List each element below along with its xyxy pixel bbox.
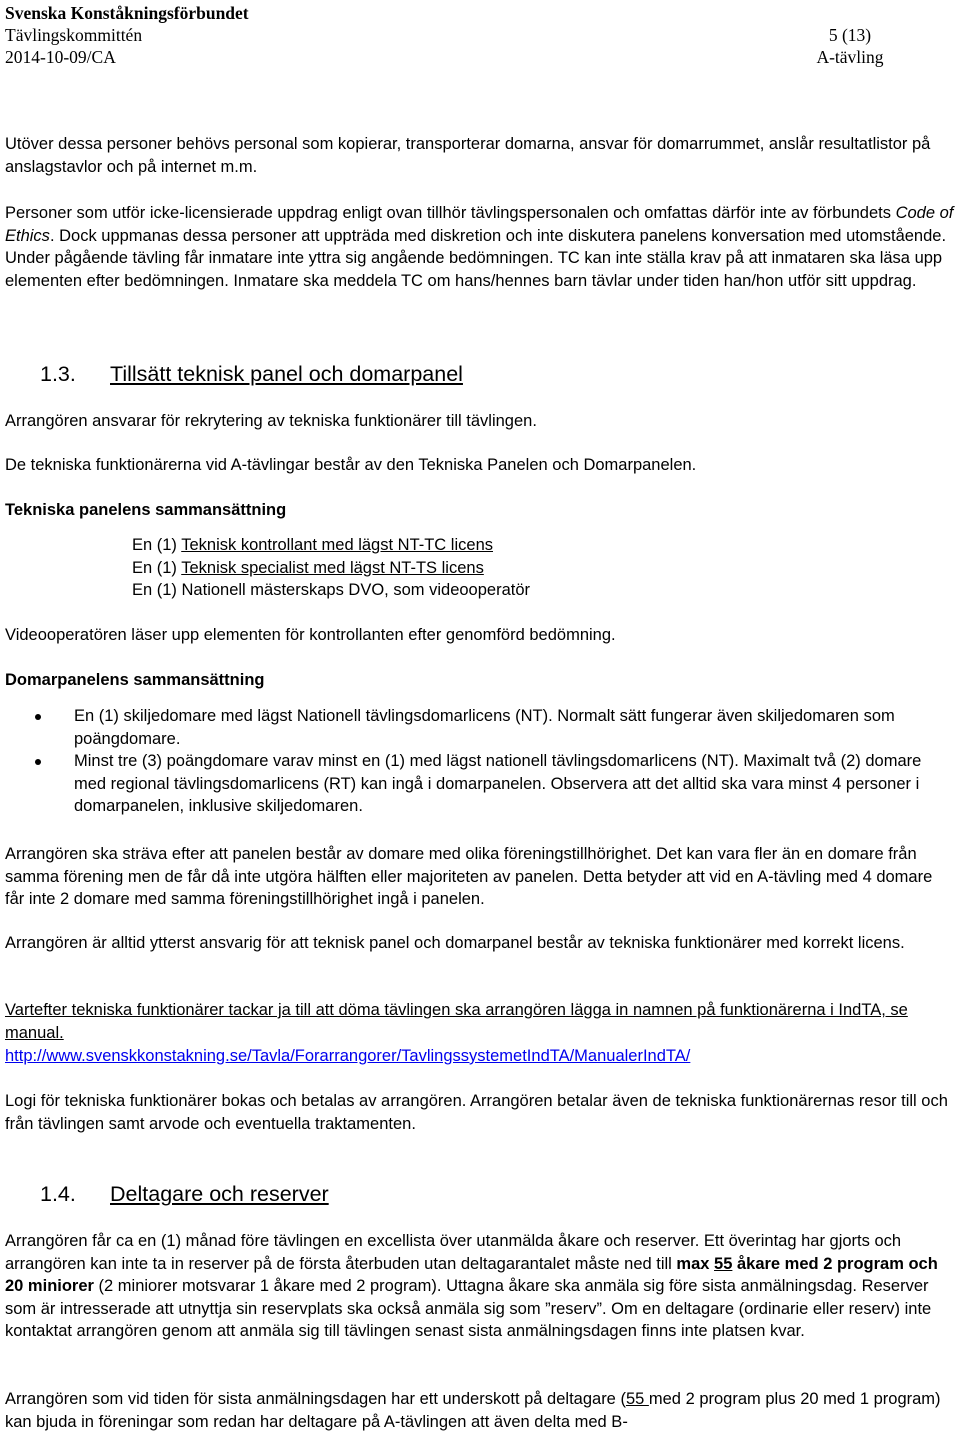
member-count: En (1): [132, 536, 182, 554]
manual-link-line: [5, 1045, 955, 1068]
paragraph-recruitment: Arrangören ansvarar för rekrytering av tekniska funktionärer till tävlingen.: [5, 412, 537, 430]
section-title: Tillsätt teknisk panel och domarpanel: [110, 362, 463, 386]
text-run: med 2 program plus 20 med 1 program) kan bjuda in föreningar som redan har deltagare på A-tävlingen att även delta med B-: [5, 1390, 941, 1431]
list-item: [5, 750, 955, 818]
bullet-icon: [35, 759, 41, 765]
paragraph-deficit: [5, 1388, 955, 1433]
list-item: [5, 705, 955, 750]
paragraph-code-of-ethics: [5, 202, 955, 292]
text-run: Arrangören som vid tiden för sista anmälningsdagen har ett underskott på deltagare (: [5, 1390, 626, 1408]
page-header: [5, 2, 895, 68]
document-type: A-tävling: [816, 47, 884, 67]
text-run: Personer som utför icke-licensierade uppdrag enligt ovan tillhör tävlingspersonalen och omfattas därför inte av förbundets: [5, 204, 896, 222]
page-number: 5 (13): [828, 25, 872, 45]
text-run: Arrangören får ca en (1) månad före tävlingen en excellista över utanmälda åkare och reserver. Ett överintag har gjorts och arrangören kan inte ta in reserver på de första återbuden utan deltagarantalet måste ned till: [5, 1232, 902, 1273]
bold-underlined-run: 55: [714, 1254, 733, 1273]
committee-name: Tävlingskommittén: [5, 25, 143, 45]
tech-panel-member: [132, 557, 530, 580]
member-role: Teknisk kontrollant med lägst NT-TC licens: [181, 536, 493, 554]
organization-name: Svenska Konståkningsförbundet: [5, 3, 249, 23]
bullet-icon: [35, 714, 41, 720]
member-role: Teknisk specialist med lägst NT-TS licens: [181, 558, 484, 577]
paragraph-responsibility: Arrangören är alltid ytterst ansvarig för att teknisk panel och domarpanel består av tekniska funktionärer med korrekt licens.: [5, 934, 905, 952]
section-heading-1-3: [40, 361, 463, 387]
code-of-ethics-term: Code of Ethics: [5, 204, 954, 245]
member-role: En (1) Nationell mästerskaps DVO, som videooperatör: [132, 581, 530, 599]
paragraph-panels: De tekniska funktionärerna vid A-tävlingar består av den Tekniska Panelen och Domarpanelen.: [5, 456, 697, 474]
paragraph-lodging: Logi för tekniska funktionärer bokas och betalas av arrangören. Arrangören betalar även de tekniska funktionärernas resor till och från tävlingen samt arvode och eventuella traktamenten.: [5, 1092, 948, 1133]
document-date: 2014-10-09/CA: [5, 47, 116, 67]
text-run: . Dock uppmanas dessa personer att uppträda med diskretion och inte diskutera panelens konversation med utomstående. Under pågående tävling får inmatare inte yttra sig angående bedömningen. TC kan inte ställa krav på att inmataren ska läsa upp elementen efter bedömningen. Inmatare ska meddela TC om hans/hennes barn tävlar under tiden han/hon utför sitt uppdrag.: [5, 226, 947, 290]
tech-panel-list: [132, 534, 530, 602]
list-item-text: Minst tre (3) poängdomare varav minst en (1) med lägst nationell tävlingsdomarlicens (NT). Maximalt två (2) domare med regional tävlingsdomarlicens (RT) kan ingå i domarpanelen. Observera att det alltid ska vara minst 4 personer i domarpanelen, inklusive skiljedomaren.: [74, 752, 922, 815]
paragraph-participants: [5, 1230, 955, 1343]
manual-link[interactable]: http://www.svenskkonstakning.se/Tavla/Forarrangorer/TavlingssystemetIndTA/ManualerIndTA/: [5, 1047, 691, 1065]
underlined-run: 55: [625, 1390, 649, 1408]
judge-panel-heading: Domarpanelens sammansättning: [5, 671, 265, 689]
tech-panel-member: [132, 579, 530, 602]
member-count: En (1): [132, 558, 182, 577]
tech-panel-heading: Tekniska panelens sammansättning: [5, 501, 287, 519]
bold-run: åkare med 2 program och 20 miniorer: [5, 1254, 938, 1295]
paragraph-staff: Utöver dessa personer behövs personal som kopierar, transporterar domarna, ansvar för domarrummet, anslår resultatlistor på anslagstavlor och på internet m.m.: [5, 135, 931, 176]
text-run: (2 miniorer motsvarar 1 åkare med 2 program). Uttagna åkare ska anmäla sig före sista anmälningsdag. Reserver som är intresserade att utnyttja sin reservplats ska också anmäla sig som ”reserv”. Om en deltagare (ordinarie eller reserv) inte kontaktat arrangören genom att anmäla sig till tävlingen senast sista anmälningsdagen finns inte platsen kvar.: [5, 1277, 932, 1340]
section-title: Deltagare och reserver: [110, 1182, 329, 1206]
bold-run: max: [676, 1254, 715, 1273]
paragraph-club-affiliation: Arrangören ska sträva efter att panelen består av domare med olika föreningstillhörighet. Det kan vara fler än en domare från samma förening men de får då inte utgöra hälften eller majoriteten av panelen. Detta betyder att vid en A-tävling med 4 domare får inte 2 domare med samma föreningstillhörighet ingå i panelen.: [5, 845, 933, 908]
section-heading-1-4: [40, 1181, 329, 1207]
paragraph-video-operator: Videooperatören läser upp elementen för kontrollanten efter genomförd bedömning.: [5, 626, 616, 644]
section-number: 1.3.: [40, 362, 76, 386]
tech-panel-member: [132, 534, 530, 557]
list-item-text: En (1) skiljedomare med lägst Nationell tävlingsdomarlicens (NT). Normalt sätt fungerar även skiljedomaren som poängdomare.: [74, 707, 895, 748]
paragraph-indta: Vartefter tekniska funktionärer tackar ja till att döma tävlingen ska arrangören lägga in namnen på funktionärerna i IndTA, se manual.: [5, 1001, 908, 1042]
section-number: 1.4.: [40, 1182, 76, 1206]
